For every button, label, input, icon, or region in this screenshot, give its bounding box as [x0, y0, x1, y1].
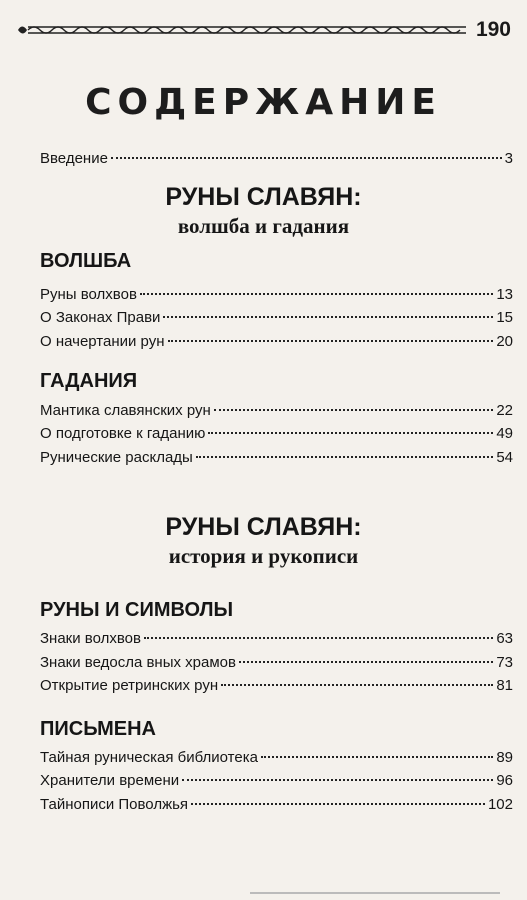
toc-entry[interactable] — [40, 654, 513, 674]
leader-dots — [140, 293, 493, 295]
toc-entry-page: 22 — [496, 402, 513, 419]
section-heading: ВОЛШБА — [40, 250, 132, 272]
toc-entry-page: 20 — [496, 333, 513, 350]
toc-entry-page: 73 — [496, 654, 513, 671]
toc-entry[interactable] — [40, 286, 513, 306]
leader-dots — [214, 409, 494, 411]
toc-entry-label: Рунические расклады — [40, 449, 193, 466]
page-number: 190 — [475, 18, 511, 41]
toc-entry[interactable] — [40, 402, 513, 422]
toc-entry[interactable] — [40, 425, 513, 445]
leader-dots — [191, 803, 485, 805]
toc-entry-label: Знаки ведосла вных храмов — [40, 654, 236, 671]
toc-entry[interactable] — [40, 772, 513, 792]
toc-entry[interactable] — [40, 677, 513, 697]
toc-entry-label: Знаки волхвов — [40, 630, 141, 647]
toc-entry-label: Введение — [40, 150, 108, 167]
toc-entry-page: 3 — [504, 150, 513, 167]
toc-entry-label: Мантика славянских рун — [40, 402, 211, 419]
toc-entry-label: Тайная руническая библиотека — [40, 749, 258, 766]
toc-entry-label: Открытие ретринских рун — [40, 677, 219, 694]
part-title: РУНЫ СЛАВЯН: — [165, 513, 362, 541]
part-heading-2 — [0, 512, 527, 570]
section-heading: ГАДАНИЯ — [40, 370, 138, 392]
toc-entry-page: 81 — [496, 677, 513, 694]
toc-entry[interactable] — [40, 749, 513, 769]
section-heading: РУНЫ И СИМВОЛЫ — [40, 599, 234, 621]
toc-entry-intro[interactable] — [40, 150, 513, 170]
section-heading: ПИСЬМЕНА — [40, 718, 156, 740]
ornament-border-icon — [14, 22, 474, 38]
toc-entry-label: О Законах Прави — [40, 309, 161, 326]
page-header — [14, 10, 517, 44]
divider — [250, 892, 500, 894]
toc-entry[interactable] — [40, 796, 513, 816]
leader-dots — [208, 432, 493, 434]
toc-entry-page: 89 — [496, 749, 513, 766]
leader-dots — [261, 756, 493, 758]
toc-entry-page: 15 — [496, 309, 513, 326]
leader-dots — [196, 456, 493, 458]
toc-entry-page: 13 — [496, 286, 513, 303]
part-title: РУНЫ СЛАВЯН: — [165, 183, 362, 211]
part-subtitle: история и рукописи — [168, 544, 359, 568]
part-subtitle: волшба и гадания — [177, 214, 350, 238]
leader-dots — [182, 779, 493, 781]
toc-entry[interactable] — [40, 630, 513, 650]
toc-entry-page: 102 — [487, 796, 513, 813]
page-title: СОДЕРЖАНИЕ — [85, 82, 442, 123]
leader-dots — [144, 637, 493, 639]
leader-dots — [239, 661, 493, 663]
leader-dots — [111, 157, 502, 159]
leader-dots — [221, 684, 493, 686]
toc-entry-page: 96 — [496, 772, 513, 789]
toc-entry-label: Руны волхвов — [40, 286, 137, 303]
toc-entry[interactable] — [40, 449, 513, 469]
part-heading-1 — [0, 182, 527, 240]
toc-entry-label: Тайнописи Поволжья — [40, 796, 189, 813]
toc-entry-page: 49 — [496, 425, 513, 442]
toc-entry-page: 54 — [496, 449, 513, 466]
toc-entry[interactable] — [40, 309, 513, 329]
toc-entry-label: О начертании рун — [40, 333, 165, 350]
toc-entry[interactable] — [40, 333, 513, 353]
toc-entry-label: Хранители времени — [40, 772, 180, 789]
toc-entry-label: О подготовке к гаданию — [40, 425, 206, 442]
leader-dots — [163, 316, 493, 318]
toc-entry-page: 63 — [496, 630, 513, 647]
leader-dots — [168, 340, 494, 342]
